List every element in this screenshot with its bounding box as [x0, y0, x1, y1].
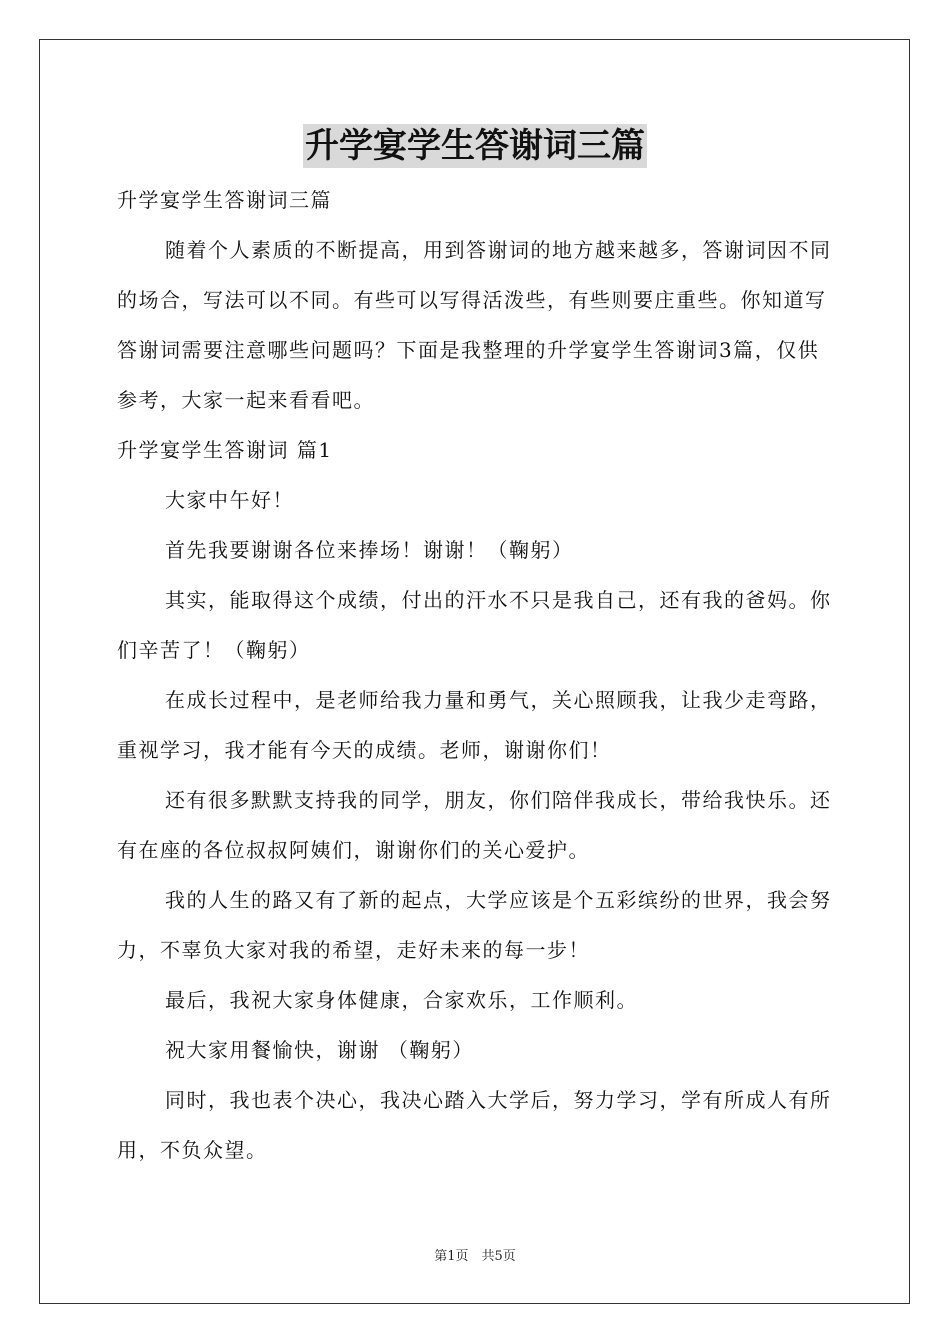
- page-number-label: 第1页 共5页: [434, 1249, 516, 1264]
- paragraph-resolution: 同时，我也表个决心，我决心踏入大学后，努力学习，学有所成人有所用，不负众望。: [117, 1088, 832, 1162]
- document-body: [117, 175, 833, 1175]
- intro-paragraph: 随着个人素质的不断提高，用到答谢词的地方越来越多，答谢词因不同的场合，写法可以不同。有些可以写得活泼些，有些则要庄重些。你知道写答谢词需要注意哪些问题吗？下面是我整理的升学宴学生答谢词3篇，仅供参考，大家一起来看看吧。: [117, 238, 832, 412]
- title-wrap: [0, 124, 950, 168]
- page-footer: [0, 1248, 950, 1266]
- section-heading-1: 升学宴学生答谢词 篇1: [117, 438, 333, 462]
- paragraph-greeting: 大家中午好！: [165, 488, 294, 512]
- document-title: 升学宴学生答谢词三篇: [305, 126, 645, 166]
- paragraph-future: 我的人生的路又有了新的起点，大学应该是个五彩缤纷的世界，我会努力，不辜负大家对我的希望，走好未来的每一步！: [117, 888, 832, 962]
- paragraph-teachers: 在成长过程中，是老师给我力量和勇气，关心照顾我，让我少走弯路，重视学习，我才能有今天的成绩。老师，谢谢你们！: [117, 688, 832, 762]
- paragraph-friends: 还有很多默默支持我的同学，朋友，你们陪伴我成长，带给我快乐。还有在座的各位叔叔阿姨们，谢谢你们的关心爱护。: [117, 788, 832, 862]
- paragraph-parents: 其实，能取得这个成绩，付出的汗水不只是我自己，还有我的爸妈。你们辛苦了！（鞠躬）: [117, 588, 832, 662]
- paragraph-enjoy-meal: 祝大家用餐愉快，谢谢 （鞠躬）: [165, 1038, 474, 1062]
- paragraph-wishes: 最后，我祝大家身体健康，合家欢乐，工作顺利。: [165, 988, 638, 1012]
- document-subtitle: 升学宴学生答谢词三篇: [117, 188, 332, 212]
- paragraph-thanks: 首先我要谢谢各位来捧场！谢谢！（鞠躬）: [165, 538, 574, 562]
